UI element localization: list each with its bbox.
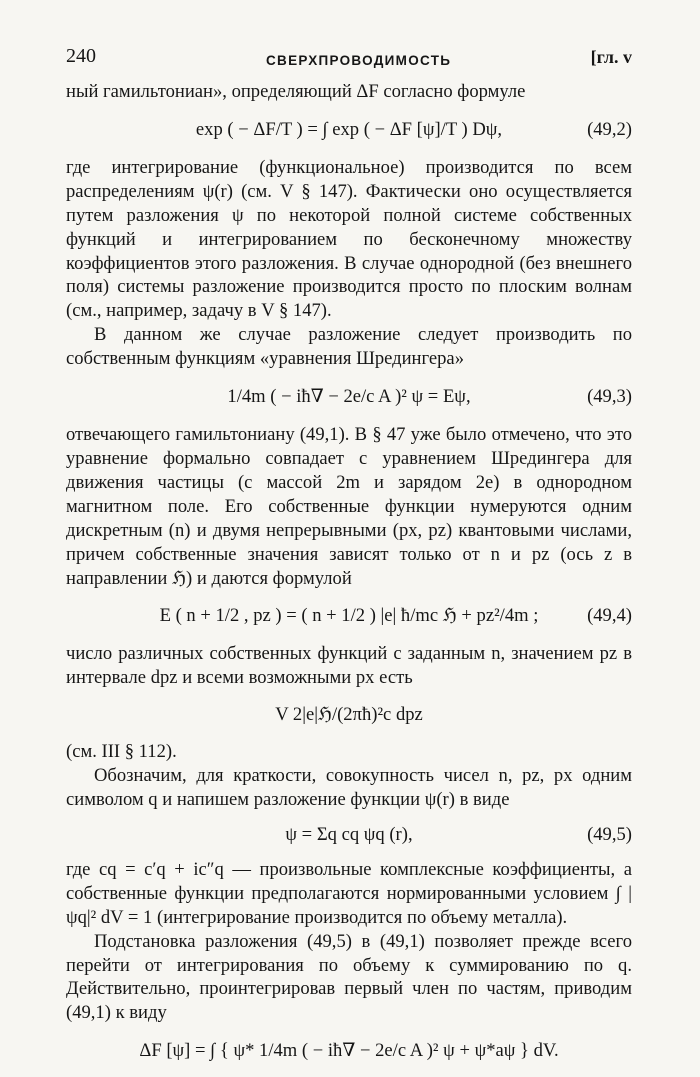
equation-49-4	[66, 590, 632, 642]
paragraph: где cq = c′q + ic″q — произвольные комплексные коэффициенты, а собственные функции предполагаются нормированными условием ∫ |ψq|² dV = 1 (интегрирование производится по объему металла).	[66, 858, 632, 928]
equation-final	[66, 1025, 632, 1077]
paragraph: где интегрирование (функциональное) производится по всем распределениям ψ(r) (см. V § 147). Фактически оно осуществляется путем разложения ψ по некоторой полной системе собственных функций и интегрированием по бесконечному множеству коэффициентов этого разложения. В случае однородной (без внешнего поля) системы разложение производится просто по плоским волнам (см., например, задачу в V § 147).	[66, 156, 632, 322]
equation-number: (49,2)	[587, 118, 632, 140]
equation-49-2	[66, 104, 632, 156]
paragraph: ный гамильтониан», определяющий ΔF согласно формуле	[66, 81, 526, 102]
chapter-marker: [гл. v	[590, 47, 632, 67]
paragraph: В данном же случае разложение следует производить по собственным функциям «уравнения Шредингера»	[66, 324, 632, 370]
equation-body: E ( n + 1/2 , pz ) = ( n + 1/2 ) |e| ħ/mc ℌ + pz²/4m ;	[159, 605, 539, 627]
equation-body: exp ( − ΔF/T ) = ∫ exp ( − ΔF [ψ]/T ) Dψ,	[195, 118, 503, 140]
equation-number: (49,5)	[587, 823, 632, 845]
paragraph: Обозначим, для краткости, совокупность чисел n, pz, px одним символом q и напишем разложение функции ψ(r) в виде	[66, 765, 632, 811]
equation-number: (49,3)	[587, 386, 632, 408]
document-page	[66, 40, 632, 1062]
page-number: 240	[66, 45, 96, 67]
equation-49-3	[66, 371, 632, 423]
equation-49-5	[66, 812, 632, 858]
page-header	[66, 40, 632, 80]
paragraph: число различных собственных функций с заданным n, значением pz в интервале dpz и всеми возможными px есть	[66, 643, 632, 689]
paragraph: Подстановка разложения (49,5) в (49,1) позволяет прежде всего перейти от интегрирования по объему к суммированию по q. Действительно, проинтегрировав первый член по частям, приводим (49,1) к виду	[66, 930, 632, 1024]
equation-number: (49,4)	[587, 605, 632, 627]
equation-body: ψ = Σq cq ψq (r),	[285, 823, 413, 845]
equation-body: ΔF [ψ] = ∫ { ψ* 1/4m ( − iħ∇ − 2e/c A )² ψ + ψ*aψ } dV.	[139, 1040, 559, 1062]
paragraph: (см. III § 112).	[66, 741, 177, 763]
equation-body: 1/4m ( − iħ∇ − 2e/c A )² ψ = Eψ,	[227, 386, 471, 408]
equation-count	[66, 690, 632, 740]
equation-body: V 2|e|ℌ/(2πħ)²c dpz	[275, 704, 423, 726]
paragraph: отвечающего гамильтониану (49,1). В § 47 уже было отмечено, что это уравнение формально совпадает с уравнением Шредингера для движения частицы (с массой 2m и зарядом 2e) в однородном магнитном поле. Его собственные функции нумеруются одним дискретным (n) и двумя непрерывными (px, pz) квантовыми числами, причем собственные значения зависят только от n и pz (ось z в направлении ℌ) и даются формулой	[66, 424, 632, 589]
running-title: СВЕРХПРОВОДИМОСТЬ	[266, 53, 452, 68]
